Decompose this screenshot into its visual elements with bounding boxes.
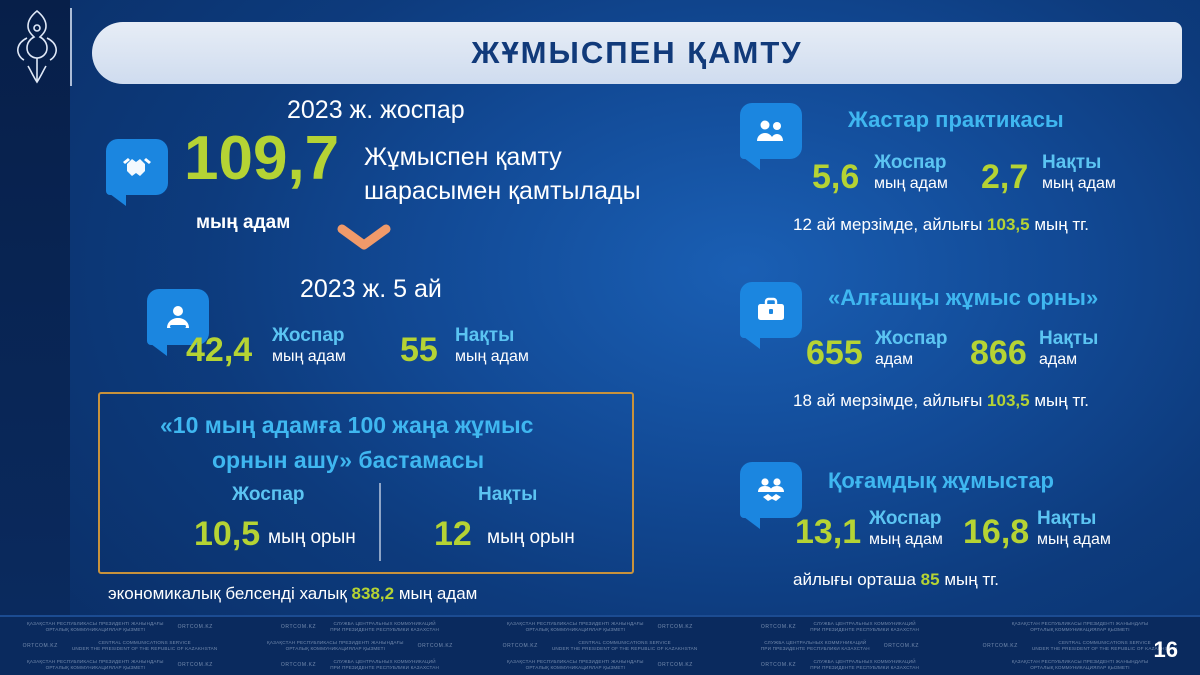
public-works-fact-unit: мың адам bbox=[1037, 531, 1111, 548]
handshake-icon bbox=[106, 139, 168, 195]
footnote-value: 838,2 bbox=[351, 584, 395, 603]
footer-org-ru: СЛУЖБА ЦЕНТРАЛЬНЫХ КОММУНИКАЦИЙ ПРИ ПРЕЗИДЕНТЕ РЕСПУБЛИКИ КАЗАХСТАН bbox=[810, 659, 920, 671]
youth-plan-value: 5,6 bbox=[812, 158, 860, 196]
footer-cell bbox=[0, 656, 240, 675]
footer-domain: ORTCOM.KZ bbox=[502, 642, 538, 649]
youth-note-value: 103,5 bbox=[987, 215, 1030, 234]
footer-org-kk: ҚАЗАҚСТАН РЕСПУБЛИКАСЫ ПРЕЗИДЕНТІ ЖАНЫНДАҒЫ ОРТАЛЫҚ КОММУНИКАЦИЯЛАР ҚЫЗМЕТІ bbox=[1011, 620, 1149, 632]
initiative-plan-value: 10,5 bbox=[194, 515, 261, 553]
footer-org-ru: СЛУЖБА ЦЕНТРАЛЬНЫХ КОММУНИКАЦИЙ ПРИ ПРЕЗИДЕНТЕ РЕСПУБЛИКИ КАЗАХСТАН bbox=[810, 620, 920, 632]
footer-cell bbox=[240, 617, 480, 636]
slide-title-bar bbox=[92, 22, 1182, 84]
footer-domain: ORTCOM.KZ bbox=[280, 623, 317, 630]
first-job-fact-value: 866 bbox=[970, 334, 1027, 372]
first-job-note bbox=[793, 391, 1089, 411]
youth-note bbox=[793, 215, 1089, 235]
footer-domain: ORTCOM.KZ bbox=[280, 662, 317, 669]
footer-org-kk: ҚАЗАҚСТАН РЕСПУБЛИКАСЫ ПРЕЗИДЕНТІ ЖАНЫНДАҒЫ ОРТАЛЫҚ КОММУНИКАЦИЯЛАР ҚЫЗМЕТІ bbox=[1011, 659, 1149, 671]
five-months-fact-unit: мың адам bbox=[455, 348, 529, 365]
five-months-plan-unit: мың адам bbox=[272, 348, 346, 365]
employment-total-unit: мың адам bbox=[196, 212, 291, 233]
initiative-title-line2: орнын ашу» бастамасы bbox=[212, 447, 485, 473]
emblem-divider bbox=[70, 8, 72, 86]
footer-domain: ORTCOM.KZ bbox=[982, 642, 1018, 649]
footer-domain: ORTCOM.KZ bbox=[177, 623, 213, 630]
footer-domain: ORTCOM.KZ bbox=[177, 662, 213, 669]
initiative-fact-unit: мың орын bbox=[487, 527, 575, 548]
footer-cell bbox=[480, 617, 720, 636]
state-emblem-icon bbox=[14, 8, 60, 86]
public-works-note-prefix: айлығы орташа bbox=[793, 570, 916, 589]
five-months-plan-value: 42,4 bbox=[186, 331, 253, 369]
footer-domain: ORTCOM.KZ bbox=[657, 662, 693, 669]
initiative-plan-unit: мың орын bbox=[268, 527, 356, 548]
employment-description-line1: Жұмыспен қамту bbox=[364, 143, 562, 171]
public-works-title: Қоғамдық жұмыстар bbox=[828, 468, 1054, 493]
first-job-plan-value: 655 bbox=[806, 334, 863, 372]
footer-cell bbox=[720, 656, 960, 675]
footer-org-ru: СЛУЖБА ЦЕНТРАЛЬНЫХ КОММУНИКАЦИЙ ПРИ ПРЕЗИДЕНТЕ РЕСПУБЛИКИ КАЗАХСТАН bbox=[330, 620, 440, 632]
plan-year-label: 2023 ж. жоспар bbox=[287, 96, 465, 124]
footer-cell bbox=[720, 636, 960, 655]
employment-total-description bbox=[364, 140, 641, 208]
youth-fact-unit: мың адам bbox=[1042, 175, 1116, 192]
footnote-suffix: мың адам bbox=[398, 584, 478, 603]
page-number: 16 bbox=[1153, 637, 1178, 662]
public-works-fact-value: 16,8 bbox=[963, 513, 1030, 551]
five-months-fact-label: Нақты bbox=[455, 325, 515, 346]
youth-fact-label: Нақты bbox=[1042, 152, 1102, 173]
first-job-note-prefix: 18 ай мерзімде, айлығы bbox=[793, 391, 983, 410]
footer-cell bbox=[240, 656, 480, 675]
youth-note-prefix: 12 ай мерзімде, айлығы bbox=[793, 215, 983, 234]
youth-practice-title: Жастар практикасы bbox=[848, 107, 1064, 132]
footnote-prefix: экономикалық белсенді халық bbox=[108, 584, 347, 603]
chevron-down-icon bbox=[336, 222, 392, 252]
public-works-fact-label: Нақты bbox=[1037, 508, 1097, 529]
footer-cell bbox=[240, 636, 480, 655]
initiative-fact-value: 12 bbox=[434, 515, 472, 553]
youth-practice-icon bbox=[740, 103, 802, 159]
public-works-note-value: 85 bbox=[920, 570, 940, 589]
initiative-title-line1: «10 мың адамға 100 жаңа жұмыс bbox=[160, 412, 534, 438]
footer-org-kk: ҚАЗАҚСТАН РЕСПУБЛИКАСЫ ПРЕЗИДЕНТІ ЖАНЫНДАҒЫ ОРТАЛЫҚ КОММУНИКАЦИЯЛАР ҚЫЗМЕТІ bbox=[507, 620, 644, 632]
five-months-plan-label: Жоспар bbox=[272, 325, 345, 346]
footer-cell bbox=[480, 656, 720, 675]
youth-fact-value: 2,7 bbox=[981, 158, 1029, 196]
footer-org-kk: ҚАЗАҚСТАН РЕСПУБЛИКАСЫ ПРЕЗИДЕНТІ ЖАНЫНДАҒЫ ОРТАЛЫҚ КОММУНИКАЦИЯЛАР ҚЫЗМЕТІ bbox=[27, 659, 164, 671]
youth-note-suffix: мың тг. bbox=[1034, 215, 1089, 234]
footer-cell bbox=[0, 636, 240, 655]
footer-org-en: CENTRAL COMMUNICATIONS SERVICE UNDER THE PRESIDENT OF THE REPUBLIC OF KAZAKHSTAN bbox=[551, 639, 698, 651]
youth-plan-label: Жоспар bbox=[874, 152, 947, 173]
footer-watermark-grid bbox=[0, 617, 1200, 675]
page-title: ЖҰМЫСПЕН ҚАМТУ bbox=[471, 35, 803, 70]
active-population-footnote bbox=[108, 584, 477, 604]
footer-org-en: CENTRAL COMMUNICATIONS SERVICE UNDER THE PRESIDENT OF THE REPUBLIC OF KAZAKHSTAN bbox=[1031, 639, 1178, 651]
five-months-title: 2023 ж. 5 ай bbox=[300, 275, 442, 303]
initiative-plan-label: Жоспар bbox=[232, 484, 305, 505]
footer-domain: ORTCOM.KZ bbox=[883, 642, 920, 649]
first-job-plan-unit: адам bbox=[875, 351, 914, 368]
public-works-note-suffix: мың тг. bbox=[944, 570, 999, 589]
initiative-fact-label: Нақты bbox=[478, 484, 538, 505]
footer-domain: ORTCOM.KZ bbox=[22, 642, 58, 649]
footer-org-kk: ҚАЗАҚСТАН РЕСПУБЛИКАСЫ ПРЕЗИДЕНТІ ЖАНЫНДАҒЫ ОРТАЛЫҚ КОММУНИКАЦИЯЛАР ҚЫЗМЕТІ bbox=[27, 620, 164, 632]
footer-cell bbox=[720, 617, 960, 636]
youth-plan-unit: мың адам bbox=[874, 175, 948, 192]
footer-domain: ORTCOM.KZ bbox=[417, 642, 453, 649]
footer-org-ru: СЛУЖБА ЦЕНТРАЛЬНЫХ КОММУНИКАЦИЙ ПРИ ПРЕЗИДЕНТЕ РЕСПУБЛИКИ КАЗАХСТАН bbox=[330, 659, 440, 671]
five-months-fact-value: 55 bbox=[400, 331, 438, 369]
public-works-icon bbox=[740, 462, 802, 518]
footer-cell bbox=[960, 617, 1200, 636]
footer-org-kk: ҚАЗАҚСТАН РЕСПУБЛИКАСЫ ПРЕЗИДЕНТІ ЖАНЫНДАҒЫ ОРТАЛЫҚ КОММУНИКАЦИЯЛАР ҚЫЗМЕТІ bbox=[267, 639, 404, 651]
footer-org-en: CENTRAL COMMUNICATIONS SERVICE UNDER THE PRESIDENT OF THE REPUBLIC OF KAZAKHSTAN bbox=[71, 639, 218, 651]
employment-total-value: 109,7 bbox=[184, 124, 340, 193]
footer-domain: ORTCOM.KZ bbox=[760, 662, 797, 669]
employment-description-line2: шарасымен қамтылады bbox=[364, 177, 641, 205]
initiative-divider bbox=[379, 483, 381, 561]
footer-domain: ORTCOM.KZ bbox=[657, 623, 693, 630]
footer-domain: ORTCOM.KZ bbox=[760, 623, 797, 630]
footer-cell bbox=[480, 636, 720, 655]
public-works-plan-unit: мың адам bbox=[869, 531, 943, 548]
public-works-note bbox=[793, 570, 999, 590]
first-job-fact-unit: адам bbox=[1039, 351, 1078, 368]
footer-cell bbox=[0, 617, 240, 636]
first-job-title: «Алғашқы жұмыс орны» bbox=[828, 285, 1099, 310]
briefcase-icon bbox=[740, 282, 802, 338]
footer-strip bbox=[0, 615, 1200, 675]
footer-org-ru: СЛУЖБА ЦЕНТРАЛЬНЫХ КОММУНИКАЦИЙ ПРИ ПРЕЗИДЕНТЕ РЕСПУБЛИКИ КАЗАХСТАН bbox=[760, 639, 870, 651]
first-job-note-suffix: мың тг. bbox=[1034, 391, 1089, 410]
first-job-fact-label: Нақты bbox=[1039, 328, 1099, 349]
first-job-note-value: 103,5 bbox=[987, 391, 1030, 410]
first-job-plan-label: Жоспар bbox=[875, 328, 948, 349]
footer-org-kk: ҚАЗАҚСТАН РЕСПУБЛИКАСЫ ПРЕЗИДЕНТІ ЖАНЫНДАҒЫ ОРТАЛЫҚ КОММУНИКАЦИЯЛАР ҚЫЗМЕТІ bbox=[507, 659, 644, 671]
public-works-plan-label: Жоспар bbox=[869, 508, 942, 529]
public-works-plan-value: 13,1 bbox=[795, 513, 862, 551]
